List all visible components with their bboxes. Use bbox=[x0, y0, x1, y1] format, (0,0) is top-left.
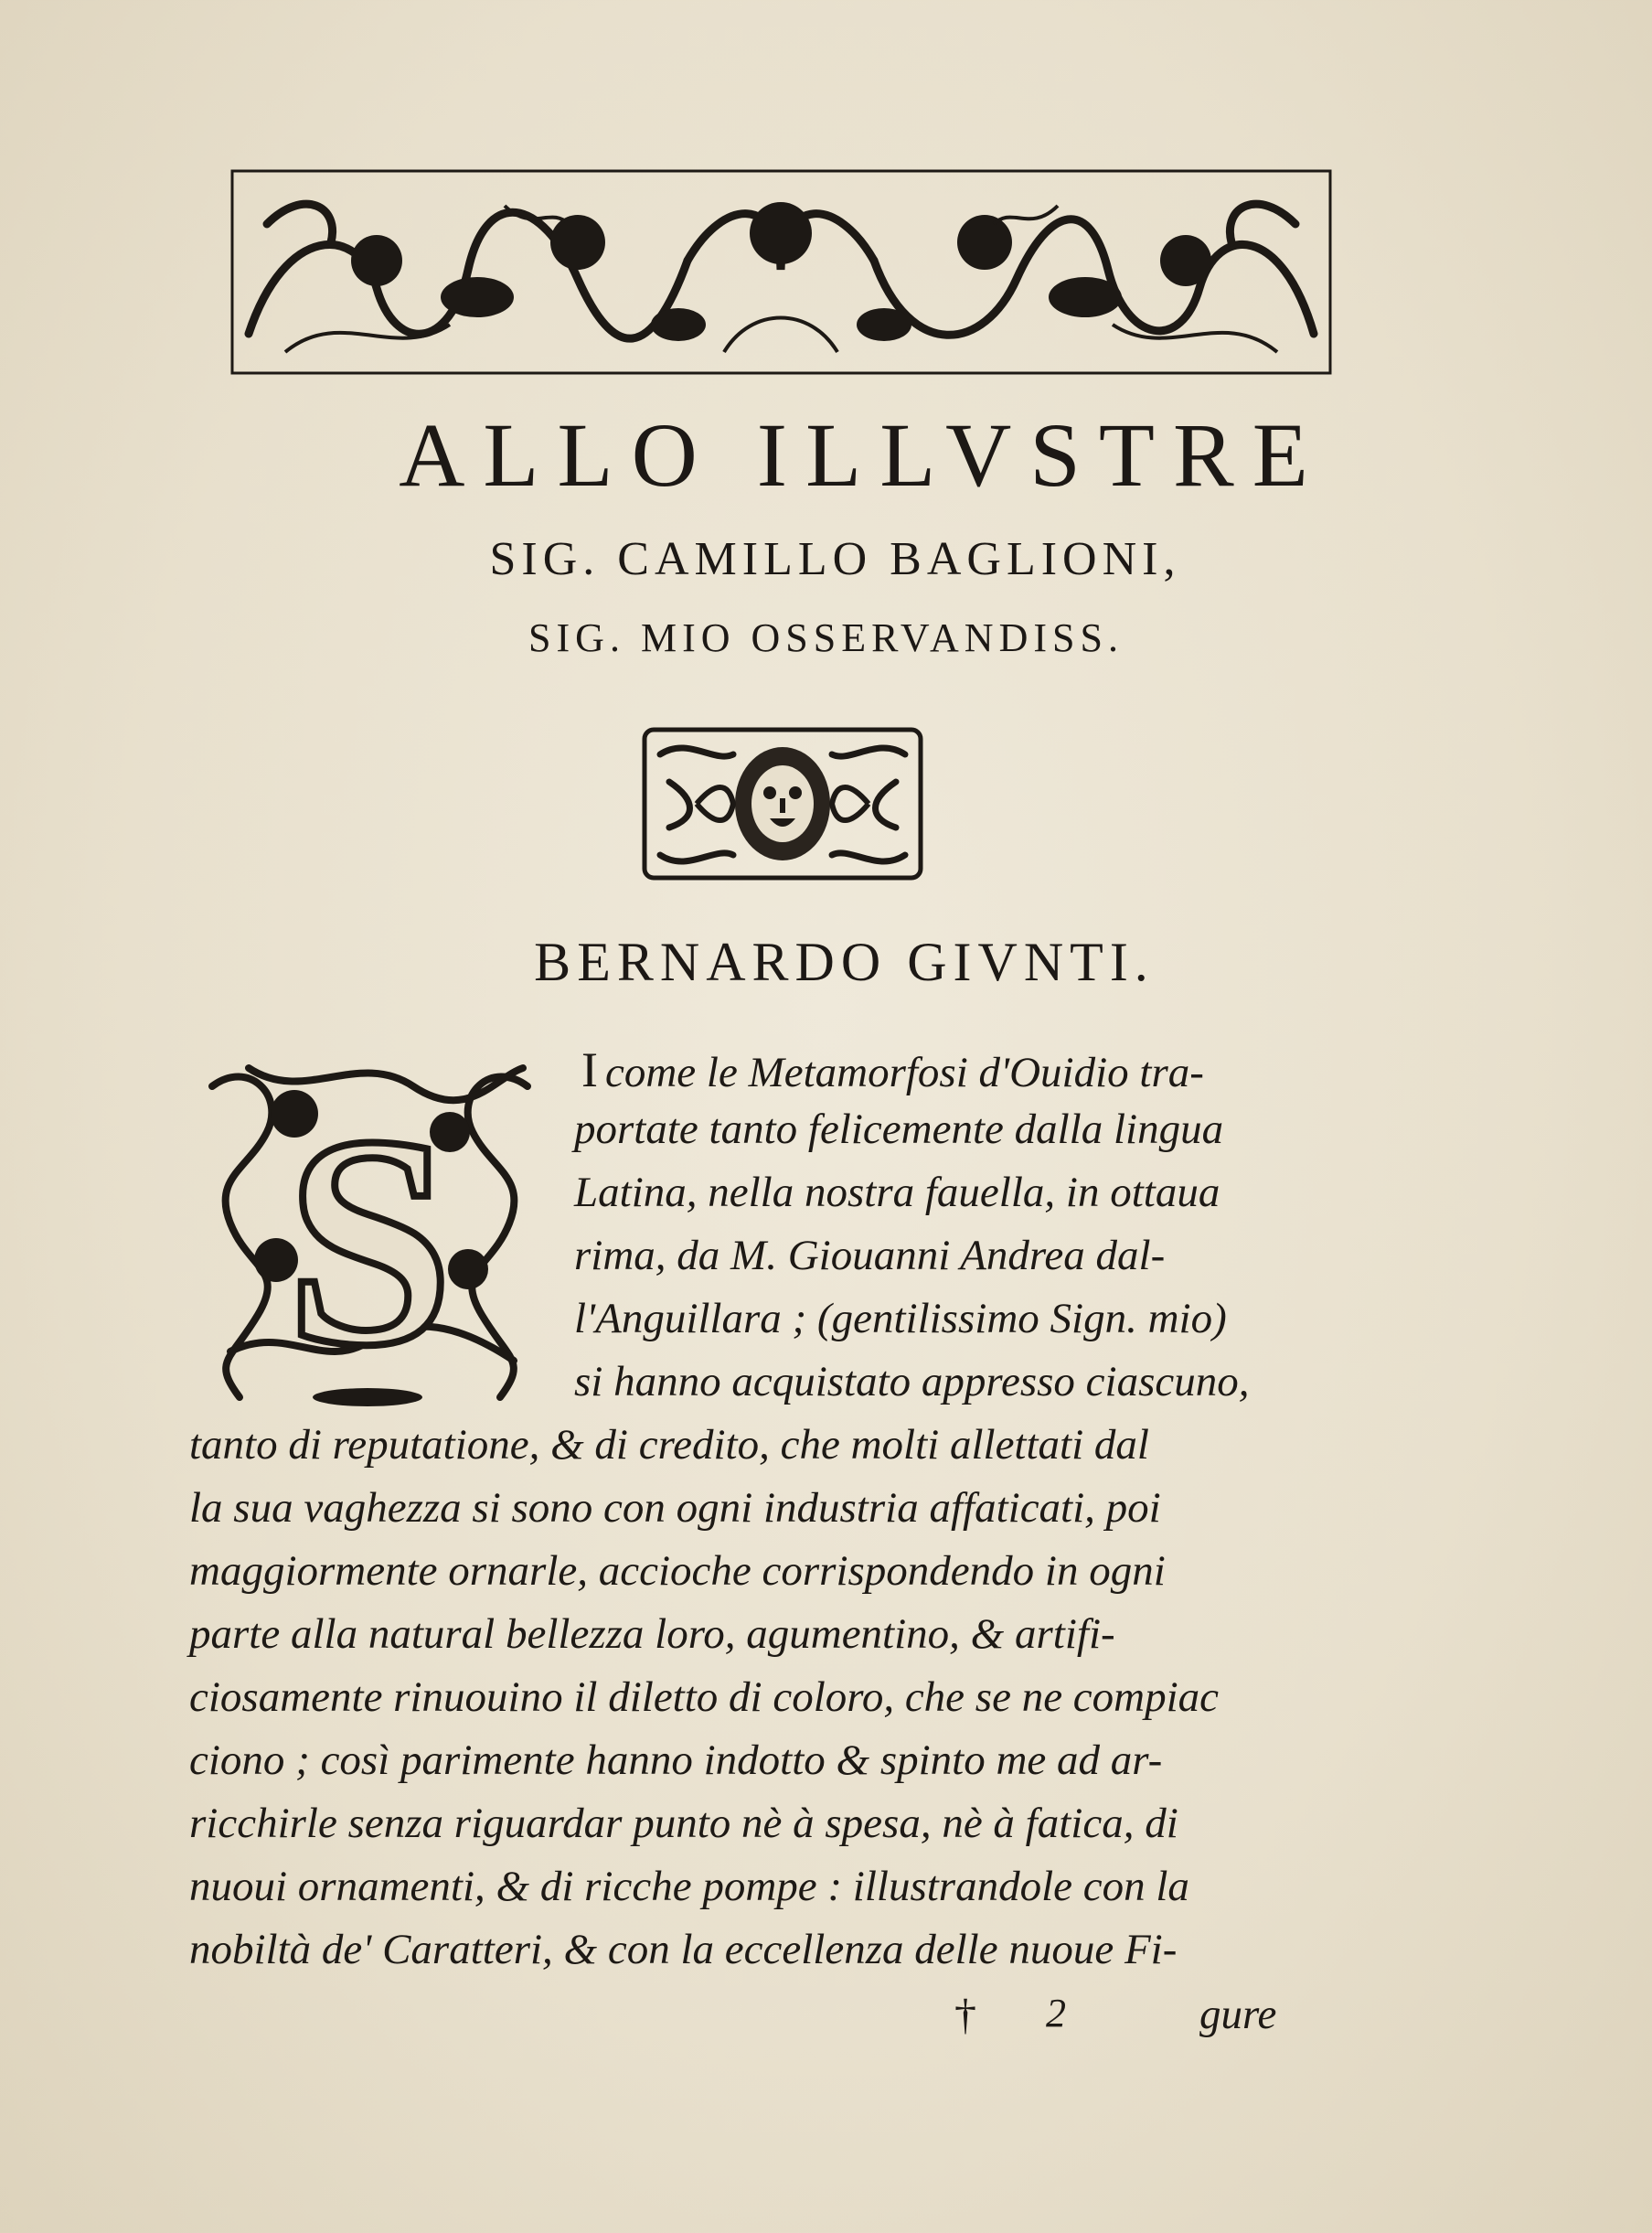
text-line-1-content: come le Metamorfosi d'Ouidio tra- bbox=[604, 1049, 1204, 1096]
text-line-6: si hanno acquistato appresso ciascuno, bbox=[574, 1358, 1250, 1405]
text-line-12: ciono ; così parimente hanno indotto & spinto me ad ar- bbox=[189, 1736, 1163, 1784]
text-line-8: la sua vaghezza si sono con ogni industria affaticati, poi bbox=[189, 1484, 1161, 1532]
text-line-3: Latina, nella nostra fauella, in ottaua bbox=[574, 1169, 1220, 1216]
title-line-2: SIG. CAMILLO BAGLIONI, bbox=[489, 533, 1181, 585]
scroll-headpiece-ornament bbox=[230, 169, 1332, 375]
title-line-3: SIG. MIO OSSERVANDISS. bbox=[528, 615, 1124, 660]
signature-mark: † bbox=[954, 1991, 976, 2039]
text-line-2: portate tanto felicemente dalla lingua bbox=[574, 1106, 1224, 1153]
author-heading: BERNARDO GIVNTI. bbox=[534, 932, 1155, 992]
catchword: gure bbox=[1199, 1991, 1277, 2038]
signature-number: 2 bbox=[1046, 1991, 1066, 2035]
text-line-9: maggiormente ornarle, accioche corrispondendo in ogni bbox=[189, 1547, 1166, 1595]
text-line-10: parte alla natural bellezza loro, agumentino, & artifi- bbox=[189, 1610, 1115, 1658]
first-word-rest: I bbox=[581, 1042, 598, 1097]
text-line-5: l'Anguillara ; (gentilissimo Sign. mio) bbox=[574, 1295, 1227, 1342]
title-line-1: ALLO ILLVSTRE bbox=[399, 404, 1327, 506]
text-line-13: ricchirle senza riguardar punto nè à spesa, nè à fatica, di bbox=[189, 1800, 1178, 1847]
text-line-11: ciosamente rinuouino il diletto di coloro, che se ne compiac bbox=[189, 1673, 1220, 1721]
svg-text:S: S bbox=[285, 1074, 453, 1408]
text-line-15: nobiltà de' Caratteri, & con la eccellenza delle nuoue Fi- bbox=[189, 1926, 1178, 1973]
text-line-1 bbox=[581, 1042, 1204, 1097]
text-line-4: rima, da M. Giouanni Andrea dal- bbox=[574, 1232, 1166, 1279]
lion-mask-fleuron-ornament bbox=[642, 727, 923, 881]
ornamental-initial-s bbox=[194, 1050, 546, 1411]
text-line-14: nuoui ornamenti, & di ricche pompe : illustrandole con la bbox=[189, 1863, 1189, 1910]
text-line-7: tanto di reputatione, & di credito, che molti allettati dal bbox=[189, 1421, 1149, 1469]
